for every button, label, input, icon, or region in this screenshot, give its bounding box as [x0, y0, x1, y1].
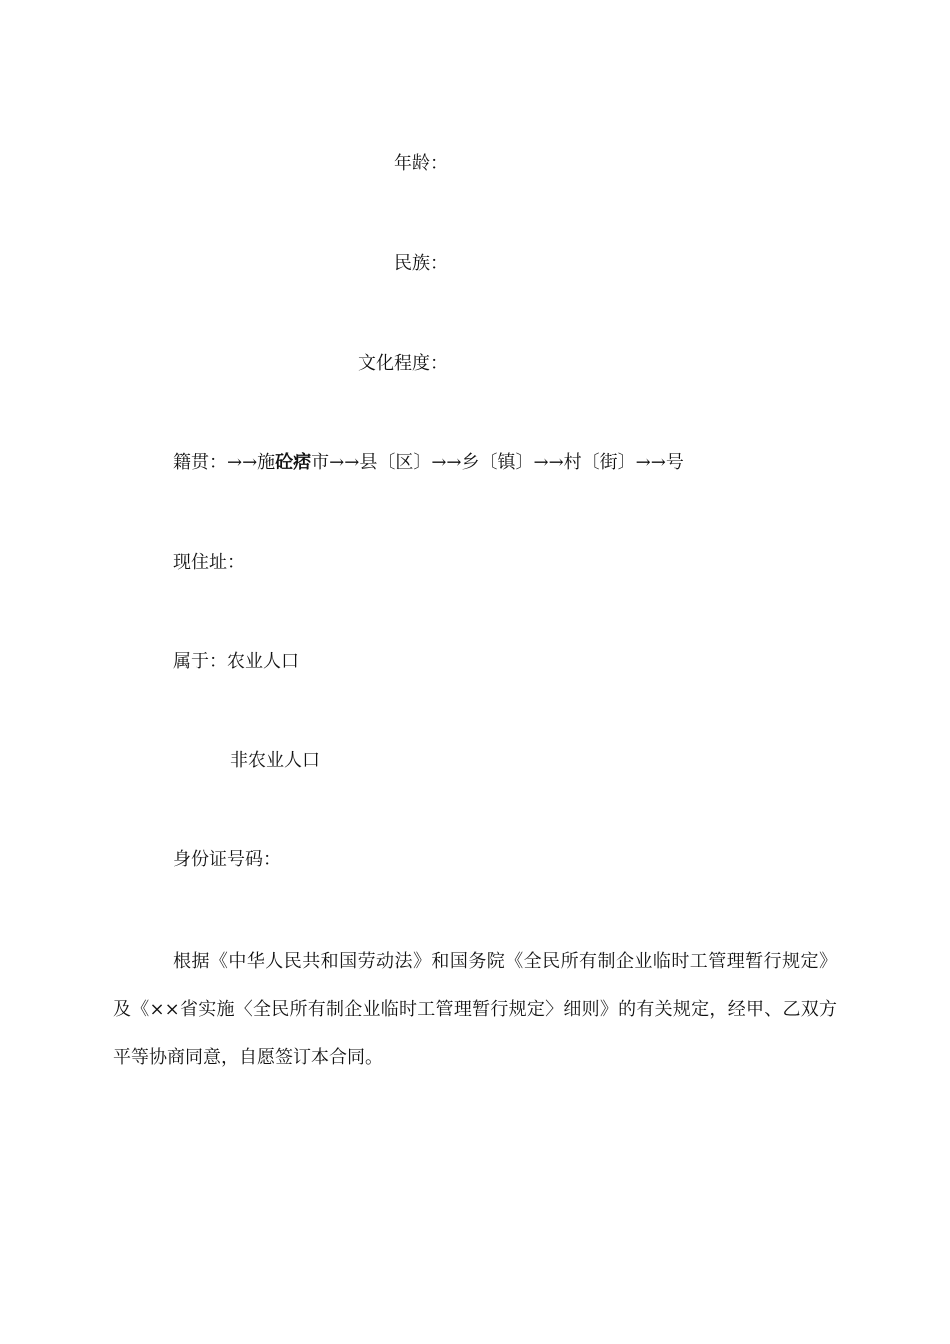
education-label: 文化程度： [358, 353, 448, 374]
age-label: 年龄： [394, 153, 448, 174]
belongs-to-label: 属于：农业人口 [173, 651, 299, 672]
non-agricultural-option: 非农业人口 [230, 750, 320, 771]
native-place-line [173, 451, 684, 475]
native-place-bold: 砼痞 [275, 452, 312, 473]
ethnicity-label: 民族： [394, 253, 448, 274]
native-place-prefix: 籍贯：→→施 [173, 452, 276, 473]
current-address-label: 现住址： [173, 552, 245, 573]
contract-basis-paragraph: 根据《中华人民共和国劳动法》和国务院《全民所有制企业临时工管理暂行规定》及《××省实施〈全民所有制企业临时工管理暂行规定〉细则》的有关规定，经甲、乙双方平等协商同意，自愿签订本合同。 [113, 951, 837, 1068]
id-number-label: 身份证号码： [173, 849, 281, 870]
native-place-suffix: 市→→县〔区〕→→乡〔镇〕→→村〔街〕→→号 [311, 452, 684, 473]
